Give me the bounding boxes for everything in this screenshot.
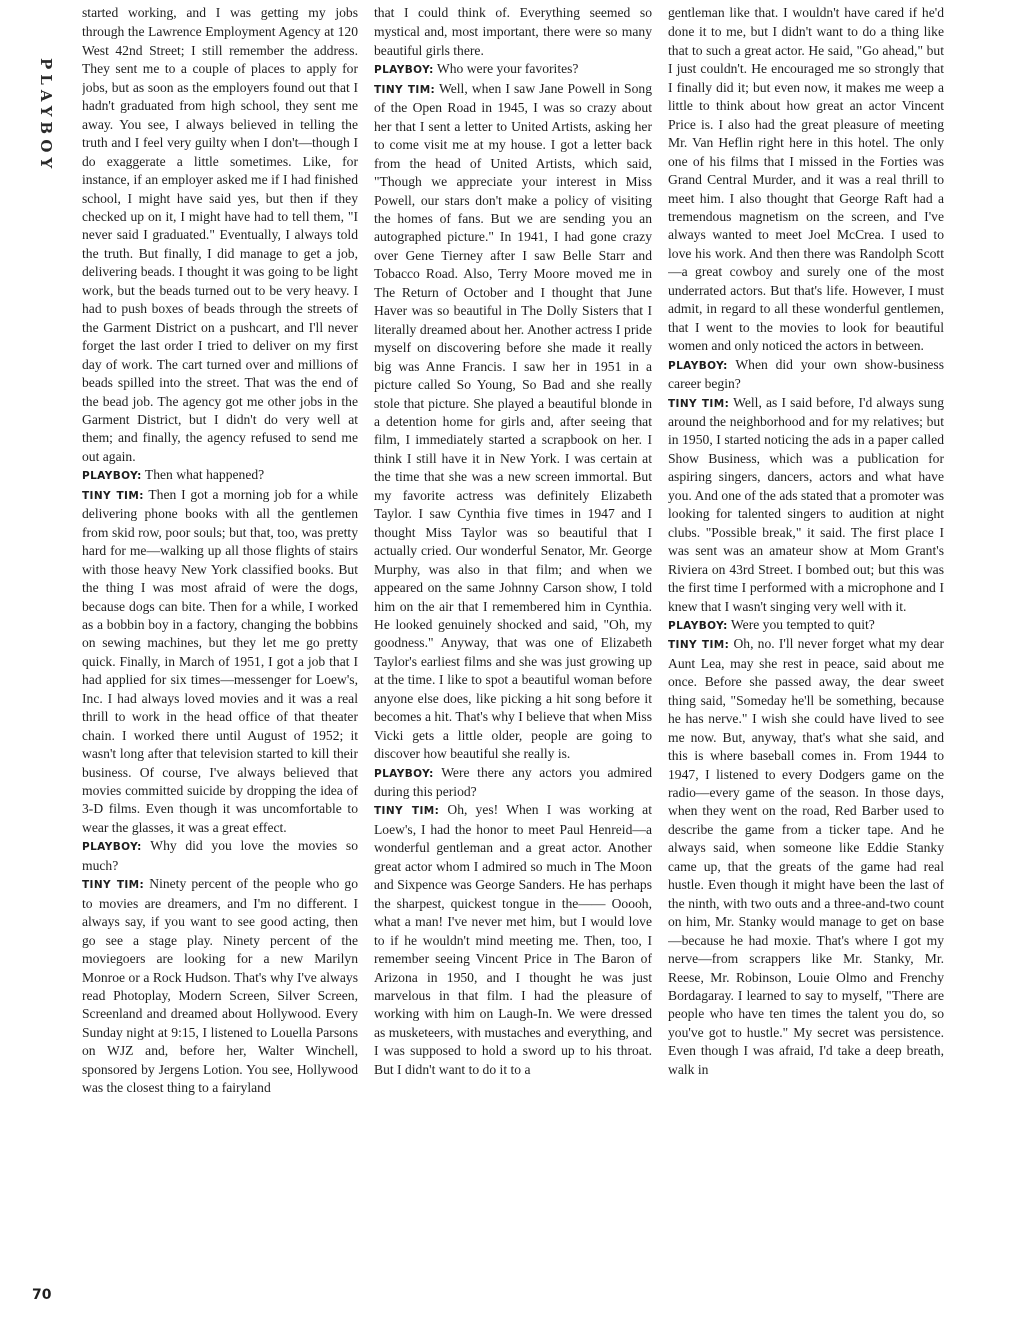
paragraph: TINY TIM: Well, when I saw Jane Powell in Song of the Open Road in 1945, I was so crazy about her that I sent a letter to United Artists, asking her to come visit me at my house. I got a letter back from the head of United Artists, which said, "Though we appreciate your interest in Miss Powell, our stars don't make a policy of visiting the homes of fans. But we are sending you an autographed picture." In 1941, I had gone crazy over Gene Tierney after I saw Belle Starr and Tobacco Road. Also, Terry Moore moved me in The Return of October and I thought that June Haver was so beautiful in The Dolly Sisters that I literally dreamed about her. Another actress I pride myself on discovering before she made it really big was Anne Francis. I saw her in 1951 in a picture called So Young, So Bad and she really stole that picture. She played a beautiful blonde in a detention home for girls and, after seeing that film, I immediately started a scrapbook on her. I think I still have it in New York. I was certain at the time that she was a new screen immortal. But my favorite actress was definitely Elizabeth Taylor. I saw Cynthia five times in 1947 and I thought Miss Taylor was so beautiful that I actually cried. Our wonderful Senator, Mr. George Murphy, was also in that film; and when we appeared on the same Johnny Carson show, I told him on the air that I remembered him in Cynthia. He looked genuinely shocked and said, "Oh, my goodness." Anyway, that was one of Elizabeth Taylor's earliest films and she was just growing up at the time. I like to spot a beautiful woman before anyone else does, like picking a hit song before it becomes a hit. That's why I believe that when Miss Vicki gets a little older, people are going to discover how beautiful she really is. (374, 80, 652, 762)
paragraph: PLAYBOY: When did your own show-business career begin? (668, 356, 944, 392)
page-number: 70 (32, 1287, 52, 1303)
paragraph: TINY TIM: Ninety percent of the people who go to movies are dreamers, and I'm no different. I always say, if you want to see good acting, then go see a stage play. Ninety percent of the moviegoers are looking for a new Marilyn Monroe or a Rock Hudson. That's why I've always read Photoplay, Modern Screen, Silver Screen, Screenland and dreamed about Hollywood. Every Sunday night at 9:15, I listened to Louella Parsons on WJZ and, before her, Walter Winchell, sponsored by Jergens Lotion. You see, Hollywood was the closest thing to a fairyland (82, 876, 358, 1096)
speaker-label: PLAYBOY: (668, 619, 728, 632)
paragraph: PLAYBOY: Were there any actors you admired during this period? (374, 764, 652, 800)
speaker-label: TINY TIM: (82, 879, 145, 892)
speaker-label: PLAYBOY: (668, 359, 728, 372)
paragraph: TINY TIM: Then I got a morning job for a while delivering phone books with all the gentlemen from skid row, poor souls; but that, too, was pretty hard for me—walking up all those flights of stairs with those heavy New York classified books. But the thing I was most afraid of were the dogs, because dogs can bite. Then for a while, I worked as a bobbin boy in a factory, changing the bobbins on sewing machines, but they let me go pretty quick. Finally, in March of 1951, I got a job that I had applied for six times—messenger for Loew's, Inc. I had always loved movies and it was a real thrill to work in the head office of that theater chain. I worked there until August of 1952; it wasn't long after that television started to kill their business. Of course, I've always believed that movies committed suicide by dropping the idea of 3-D films. Even though it was uncomfortable to wear the glasses, it was a great effect. (82, 486, 358, 835)
speaker-label: TINY TIM: (82, 489, 144, 502)
speaker-label: PLAYBOY: (374, 64, 434, 77)
speaker-label: TINY TIM: (668, 639, 730, 652)
paragraph: started working, and I was getting my jobs through the Lawrence Employment Agency at 120 West 42nd Street; I still remember the address. They sent me to a couple of places to apply for jobs, but as soon as the employers found out that I hadn't graduated from high school, they sent me away. You see, I always believed in telling the truth and I feel very guilty when I don't—though I do exaggerate a little sometimes. Like, for instance, if an employer asked me if I had finished school, I might have said yes, but then if they checked up on it, I might have had to tell them, "I never said I graduated." Eventually, I always told the truth. But finally, I did manage to get a job, delivering beads. I thought it was going to be light work, but the beads turned out to be very heavy. I had to push boxes of beads through the streets of the Garment District on a pushcart, and I'll never forget the last order I tried to deliver on my first day of work. The cart turned over and millions of beads spilled into the street. That was the end of the bead job. The agency got me other jobs in the Garment District, but I didn't do very well at them; and finally, the agency refused to send me out again. (82, 5, 358, 464)
speaker-label: TINY TIM: (668, 397, 730, 410)
magazine-title-vertical (33, 58, 63, 208)
magazine-title: PLAYBOY (37, 58, 55, 174)
paragraph: TINY TIM: Oh, yes! When I was working at Loew's, I had the honor to meet Paul Henreid—a wonderful gentleman and a great actor. Another great actor whom I admired so much in The Moon and Sixpence was George Sanders. He has perhaps the sharpest, quickest tongue in the—— Ooooh, what a man! I've never met him, but I would love to if he wouldn't mind meeting me. Then, too, I remember seeing Vincent Price in The Baron of Arizona in 1950, and I thought he was just marvelous in that film. I had the pleasure of working with him on Laugh-In. We were dressed as musketeers, with mustaches and everything, and I was supposed to hold a sword up to his throat. But I didn't want to do it to a (374, 802, 652, 1077)
speaker-label: PLAYBOY: (82, 841, 142, 854)
paragraph: PLAYBOY: Who were your favorites? (374, 61, 579, 77)
paragraph: PLAYBOY: Why did you love the movies so much? (82, 838, 358, 873)
paragraph: PLAYBOY: Then what happened? (82, 467, 265, 483)
text-column-1 (82, 4, 358, 1304)
speaker-label: PLAYBOY: (82, 470, 142, 483)
paragraph: TINY TIM: Well, as I said before, I'd always sung around the neighborhood and for my relatives; but in 1950, I started noticing the ads in a paper called Show Business, which was a publication for aspiring singers, dancers, actors and what have you. And one of the ads stated that a promoter was looking for talented singers to audition at night clubs. "Possible break," it said. The first place I was sent was an amateur show at Mom Grant's Riviera on 43rd Street. I bombed out; but this was the first time I performed with a microphone and I knew that I wasn't singing very well with it. (668, 394, 944, 614)
paragraph: TINY TIM: Oh, no. I'll never forget what my dear Aunt Lea, may she rest in peace, said about me once. Before she passed away, the dear sweet thing said, "Someday he'll be something, because he has nerve." I wish she could have lived to see me now. But, anyway, that's what she said, and this is where baseball comes in. From 1944 to 1947, I listened to every Dodgers game on the radio—every game of the season. In those days, when they went on the road, Red Barber used to describe the game from a ticker tape. And he always said, when someone like Eddie Stanky came up, that the greats of the game had real hustle. Even though it might have been the last of the ninth, with two outs and a three-and-two count on him, Mr. Stanky would manage to get on base—because he had moxie. That's where I got my nerve—from scrappers like Mr. Stanky, Mr. Reese, Mr. Robinson, Louie Olmo and Frenchy Bordagaray. I learned to say to myself, "There are people who have ten times the talent you do, so you've got to hustle." My secret was persistence. Even though I was afraid, I'd take a deep breath, walk in (668, 636, 944, 1077)
speaker-label: TINY TIM: (374, 83, 436, 96)
speaker-label: TINY TIM: (374, 805, 440, 818)
text-column-2 (374, 4, 652, 1304)
paragraph: PLAYBOY: Were you tempted to quit? (668, 616, 875, 632)
paragraph: gentleman like that. I wouldn't have cared if he'd done it to me, but I didn't want to do a thing like that to such a great actor. He said, "Go ahead," but I just couldn't. He encouraged me so strongly that I finally did it; but even now, it makes me weep a little to think about how great an actor Vincent Price is. I also had the great pleasure of meeting Mr. Van Heflin right here in this hotel. The only one of his films that I missed in the Forties was Grand Central Murder, and it was a real thrill to meet him. I also thought that George Raft had a tremendous magnetism on the screen, and I've always wanted to meet Joel McCrea. I used to love his work. And then there was Randolph Scott—a great cowboy and surely one of the most underrated actors. But that's life. However, I must admit, in regard to all these wonderful gentlemen, that I went to the movies to look for beautiful women and only noticed the actors in between. (668, 5, 944, 354)
text-column-3 (668, 4, 944, 1304)
speaker-label: PLAYBOY: (374, 767, 434, 780)
paragraph: that I could think of. Everything seemed so mystical and, most important, there were so many beautiful girls there. (374, 5, 652, 58)
